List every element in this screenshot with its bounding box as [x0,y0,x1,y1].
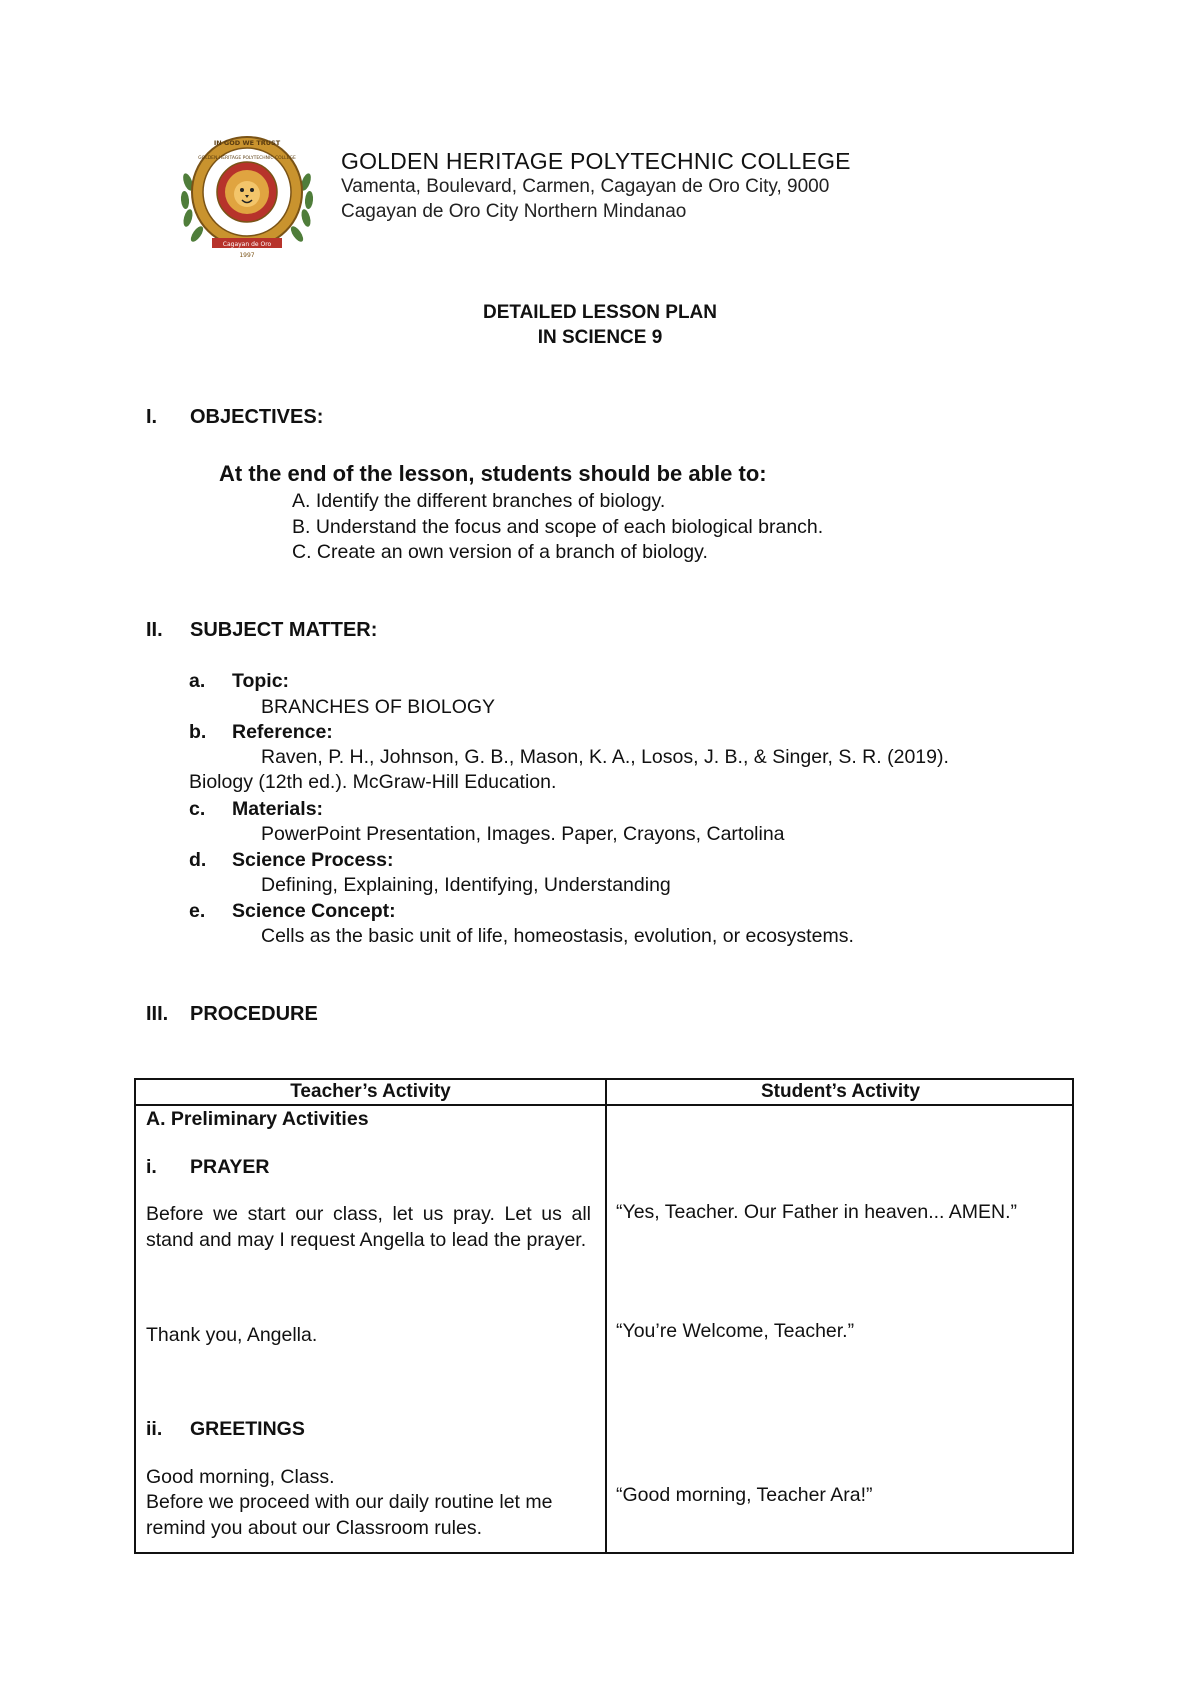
objective-item: A. Identify the different branches of biology. [292,490,666,512]
section-title: OBJECTIVES: [190,406,324,428]
procedure-heading [146,1003,318,1026]
address-line-2: Cagayan de Oro City Northern Mindanao [341,201,687,222]
section-number: III. [146,1003,169,1025]
college-name: GOLDEN HERITAGE POLYTECHNIC COLLEGE [341,148,851,174]
seal-ring-text: IN GOD WE TRUST [213,139,281,147]
procedure-table [134,1078,1074,1554]
student-activity-header: Student’s Activity [760,1081,921,1102]
section-title: PROCEDURE [190,1003,318,1025]
section-number: I. [146,406,158,428]
science-process-label: d. Science Process: [189,849,394,871]
address-line-1: Vamenta, Boulevard, Carmen, Cagayan de Oro City, 9000 [341,176,830,197]
lion-icon [225,170,269,214]
seal-inner-text: GOLDEN HERITAGE POLYTECHNIC COLLEGE [198,156,296,161]
seal-banner-text: Cagayan de Oro [222,241,272,248]
table-column-divider [605,1080,607,1552]
objective-item: B. Understand the focus and scope of each biological branch. [292,516,824,538]
topic-value: BRANCHES OF BIOLOGY [261,696,496,718]
subject-matter-heading [146,619,377,642]
prayer-heading: i. PRAYER [146,1156,270,1178]
section-title: SUBJECT MATTER: [190,619,378,641]
objectives-heading [146,406,323,429]
science-process-value: Defining, Explaining, Identifying, Understanding [261,874,671,896]
greetings-teacher-text-2: Before we proceed with our daily routine let me remind you about our Classroom rules. [146,1491,553,1539]
thanks-student-text: “You’re Welcome, Teacher.” [616,1320,855,1342]
objective-item: C. Create an own version of a branch of biology. [292,541,708,563]
college-seal-logo [176,130,318,260]
materials-value: PowerPoint Presentation, Images. Paper, Crayons, Cartolina [261,823,785,845]
teacher-activity-header: Teacher’s Activity [290,1081,451,1102]
reference-value: Raven, P. H., Johnson, G. B., Mason, K. A., Losos, J. B., & Singer, S. R. (2019). [261,746,949,768]
thanks-teacher-text: Thank you, Angella. [146,1324,318,1346]
reference-value-continued: Biology (12th ed.). McGraw-Hill Education. [189,771,557,793]
topic-label: a. Topic: [189,670,290,692]
greetings-heading: ii. GREETINGS [146,1418,305,1440]
seal-year-text: 1997 [239,252,255,259]
preliminary-activities-heading: A. Preliminary Activities [146,1108,369,1130]
document-title-line-1: DETAILED LESSON PLAN [483,302,717,323]
objectives-lead: At the end of the lesson, students should be able to: [219,461,767,486]
materials-label: c. Materials: [189,798,324,820]
prayer-teacher-text: Before we start our class, let us pray. Let us all stand and may I request Angella to lead the prayer. [146,1203,591,1251]
science-concept-value: Cells as the basic unit of life, homeostasis, evolution, or ecosystems. [261,925,854,947]
science-concept-label: e. Science Concept: [189,900,396,922]
greetings-teacher-text-1: Good morning, Class. [146,1466,335,1488]
document-title-line-2: IN SCIENCE 9 [537,327,663,348]
section-number: II. [146,619,163,641]
table-header-divider [136,1104,1072,1106]
prayer-student-text: “Yes, Teacher. Our Father in heaven... AMEN.” [616,1201,1018,1223]
reference-label: b. Reference: [189,721,333,743]
greetings-student-text: “Good morning, Teacher Ara!” [616,1484,873,1506]
